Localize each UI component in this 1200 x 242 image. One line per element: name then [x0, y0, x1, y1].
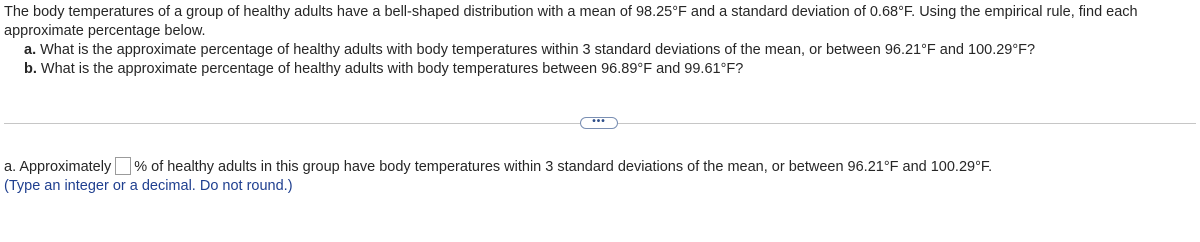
expand-more-button[interactable] [580, 117, 618, 129]
question-part-b [4, 60, 1194, 79]
answer-suffix: % of healthy adults in this group have body temperatures within 3 standard deviations of the mean, or between 96.21°F and 100.29°F. [134, 159, 993, 175]
answer-prefix: a. Approximately [4, 159, 112, 175]
part-a-text: What is the approximate percentage of healthy adults with body temperatures within 3 standard deviations of the mean, or between 96.21°F and 100.29°F? [40, 42, 1036, 58]
question-block [4, 3, 1194, 79]
answer-hint: (Type an integer or a decimal. Do not round.) [4, 178, 293, 194]
ellipsis-icon: ••• [592, 115, 606, 127]
question-intro: The body temperatures of a group of healthy adults have a bell-shaped distribution with a mean of 98.25°F and a standard deviation of 0.68°F. Using the empirical rule, find each approximate percentage below. [4, 4, 1138, 39]
answer-line [4, 157, 992, 177]
part-b-text: What is the approximate percentage of healthy adults with body temperatures between 96.89°F and 99.61°F? [40, 61, 744, 77]
part-a-label: a. [24, 42, 37, 58]
part-b-label: b. [24, 61, 37, 77]
answer-input[interactable] [115, 157, 131, 175]
question-part-a [4, 41, 1194, 60]
